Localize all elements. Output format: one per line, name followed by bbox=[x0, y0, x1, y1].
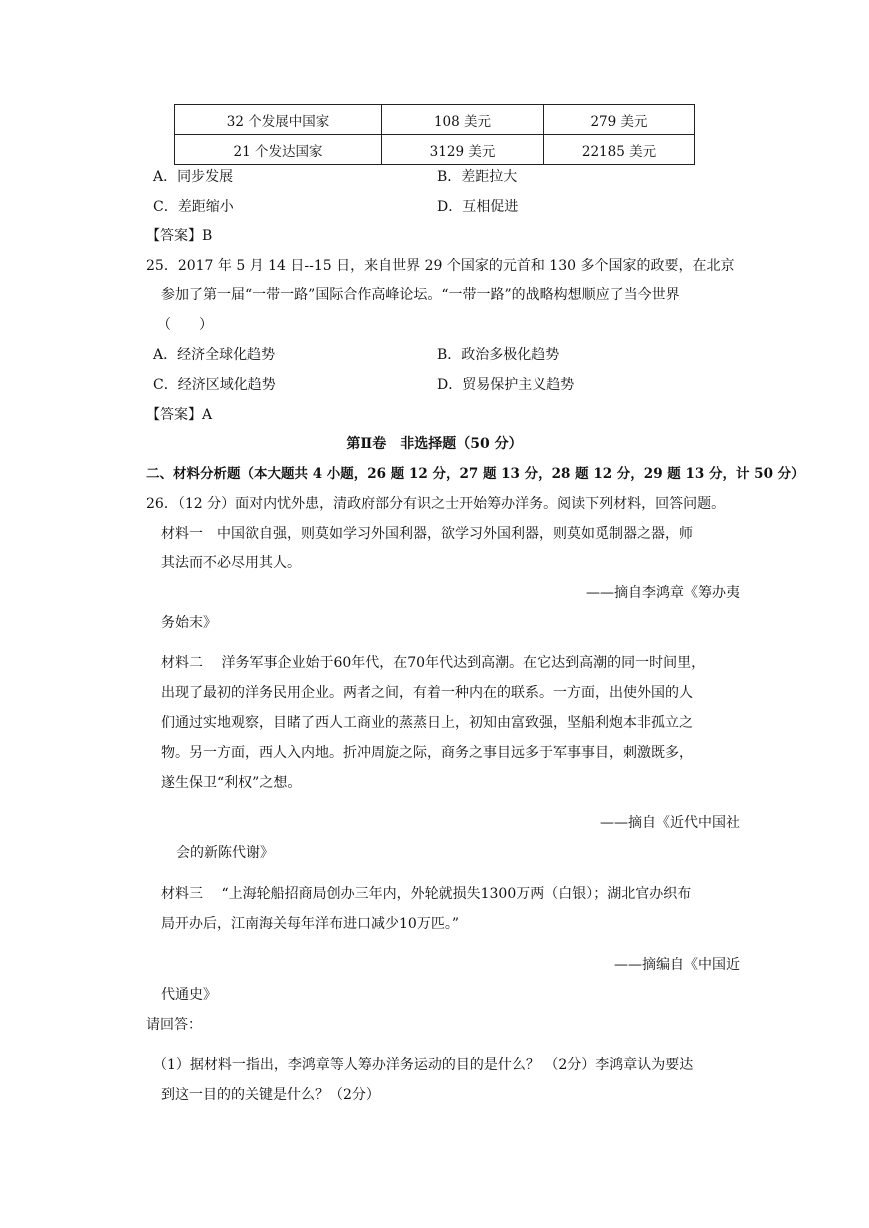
material3-line2: 局开办后，江南海关每年洋布进口减少10万匹。” bbox=[161, 916, 459, 932]
section-heading: 二、材料分析题（本大题共 4 小题，26 题 12 分，27 题 13 分，28 题 12 分，29 题 13 分，计 50 分） bbox=[146, 466, 805, 482]
q25-option-d: D．贸易保护主义趋势 bbox=[437, 377, 575, 393]
q24-option-c: C．差距缩小 bbox=[153, 199, 234, 215]
material2-line4: 物。另一方面，西人入内地。折冲周旋之际，商务之事目远多于军事事目，刺激既多， bbox=[161, 745, 693, 761]
table-row bbox=[175, 105, 695, 135]
q25-stem-line1: 25．2017 年 5 月 14 日--15 日，来自世界 29 个国家的元首和 130 多个国家的政要，在北京 bbox=[146, 258, 735, 274]
q25-option-b: B．政治多极化趋势 bbox=[437, 347, 560, 363]
q25-option-c: C．经济区域化趋势 bbox=[153, 377, 276, 393]
table-cell: 108 美元 bbox=[382, 105, 544, 135]
sub-question-1-line2: 到这一目的的关键是什么？（2分） bbox=[161, 1087, 380, 1103]
q24-option-d: D．互相促进 bbox=[437, 199, 519, 215]
table-row bbox=[175, 135, 695, 165]
answer-prompt: 请回答： bbox=[146, 1017, 202, 1033]
q26-intro: 26．（12 分）面对内忧外患，清政府部分有识之士开始筹办洋务。阅读下列材料，回答问题。 bbox=[146, 496, 726, 512]
q25-option-a: A．经济全球化趋势 bbox=[153, 347, 276, 363]
material2-line3: 们通过实地观察，目睹了西人工商业的蒸蒸日上，初知由富致强，坚船利炮本非孤立之 bbox=[161, 715, 693, 731]
table-cell: 3129 美元 bbox=[382, 135, 544, 165]
q24-option-a: A．同步发展 bbox=[153, 169, 234, 185]
q25-stem-line3: （ ） bbox=[157, 317, 213, 333]
table-cell: 279 美元 bbox=[544, 105, 695, 135]
material1-source: ——摘自李鸿章《筹办夷 bbox=[586, 585, 740, 601]
material2-source-cont: 会的新陈代谢》 bbox=[176, 845, 274, 861]
material1-line2: 其法而不必尽用其人。 bbox=[161, 555, 301, 571]
material3-line1: 材料三 “上海轮船招商局创办三年内，外轮就损失1300万两（白银）；湖北官办织布 bbox=[161, 886, 692, 902]
material2-line2: 出现了最初的洋务民用企业。两者之间，有着一种内在的联系。一方面，出使外国的人 bbox=[161, 685, 693, 701]
table-cell: 32 个发展中国家 bbox=[175, 105, 382, 135]
section-title: 第Ⅱ卷 非选择题（50 分） bbox=[346, 436, 523, 452]
material2-line1: 材料二 洋务军事企业始于60年代，在70年代达到高潮。在它达到高潮的同一时间里， bbox=[161, 655, 706, 671]
material1-source-cont: 务始末》 bbox=[161, 615, 217, 631]
table-cell: 22185 美元 bbox=[544, 135, 695, 165]
material3-source-cont: 代通史》 bbox=[161, 987, 217, 1003]
q25-stem-line2: 参加了第一届“一带一路”国际合作高峰论坛。“一带一路”的战略构想顺应了当今世界 bbox=[161, 287, 680, 303]
q24-option-b: B．差距拉大 bbox=[437, 169, 518, 185]
table-cell: 21 个发达国家 bbox=[175, 135, 382, 165]
sub-question-1-line1: （1）据材料一指出，李鸿章等人筹办洋务运动的目的是什么？ （2分）李鸿章认为要达 bbox=[153, 1057, 694, 1073]
material2-source: ——摘自《近代中国社 bbox=[600, 815, 740, 831]
material1-line1: 材料一 中国欲自强，则莫如学习外国利器，欲学习外国利器，则莫如觅制器之器，师 bbox=[161, 526, 693, 542]
material3-source: ——摘编自《中国近 bbox=[614, 957, 740, 973]
material2-line5: 遂生保卫“利权”之想。 bbox=[161, 775, 302, 791]
gdp-table bbox=[174, 104, 695, 165]
q25-answer: 【答案】A bbox=[146, 407, 213, 423]
q24-answer: 【答案】B bbox=[146, 228, 213, 244]
